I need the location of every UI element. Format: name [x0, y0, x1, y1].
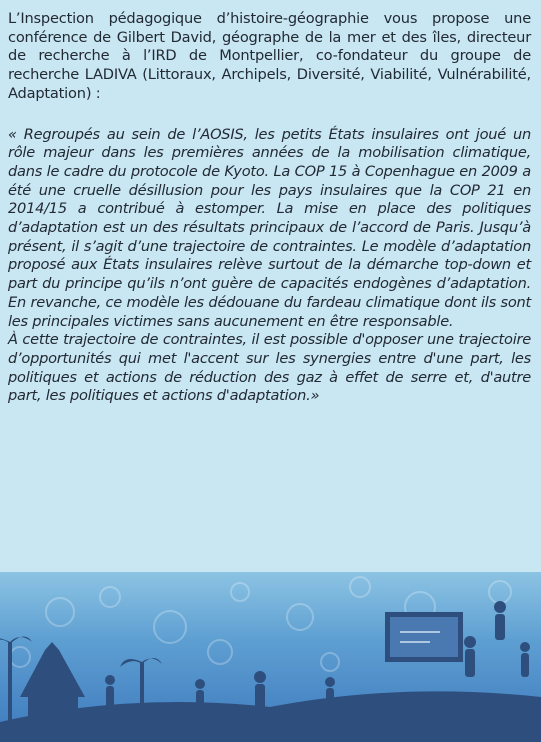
quote-block — [8, 126, 531, 407]
school-children-silhouettes — [464, 601, 530, 677]
decorative-illustration-band — [0, 572, 541, 742]
silhouette-illustration — [0, 572, 541, 742]
ground-silhouette — [0, 691, 541, 742]
classroom-board-icon — [385, 612, 463, 662]
intro-paragraph: L’Inspection pédagogique d’histoire-géographie vous propose une conférence de Gilbert David, géographe de la mer et des îles, directeur de recherche à l’IRD de Montpellier, co-fondateur du groupe de recherche LADIVA (Littoraux, Archipels, Diversité, Viabilité, Vulnérabilité, Adaptation) : — [8, 10, 531, 102]
quote-paragraph-2: À cette trajectoire de contraintes, il est possible d'opposer une trajectoire d’opportunités qui met l'accent sur les synergies entre d'une part, les politiques et actions de réduction des gaz à effet de serre et, d'autre part, les politiques et actions d'adaptation.» — [8, 331, 531, 405]
quote-paragraph-1: « Regroupés au sein de l’AOSIS, les petits États insulaires ont joué un rôle majeur dans les premières années de la mobilisation climatique, dans le cadre du protocole de Kyoto. La COP 15 à Copenhague en 2009 a été une cruelle désillusion pour les pays insulaires que la COP 21 en 2014/15 a contribué à estomper. La mise en place des politiques d’adaptation est un des résultats principaux de l’accord de Paris. Jusqu’à présent, il s’agit d’une trajectoire de contraintes. Le modèle d’adaptation proposé aux États insulaires relève surtout de la démarche top-down et part du principe qu’ils n’ont guère de capacités endogènes d’adaptation. En revanche, ce modèle les dédouane du fardeau climatique dont ils sont les principales victimes sans aucunement en être responsable. — [8, 125, 531, 330]
